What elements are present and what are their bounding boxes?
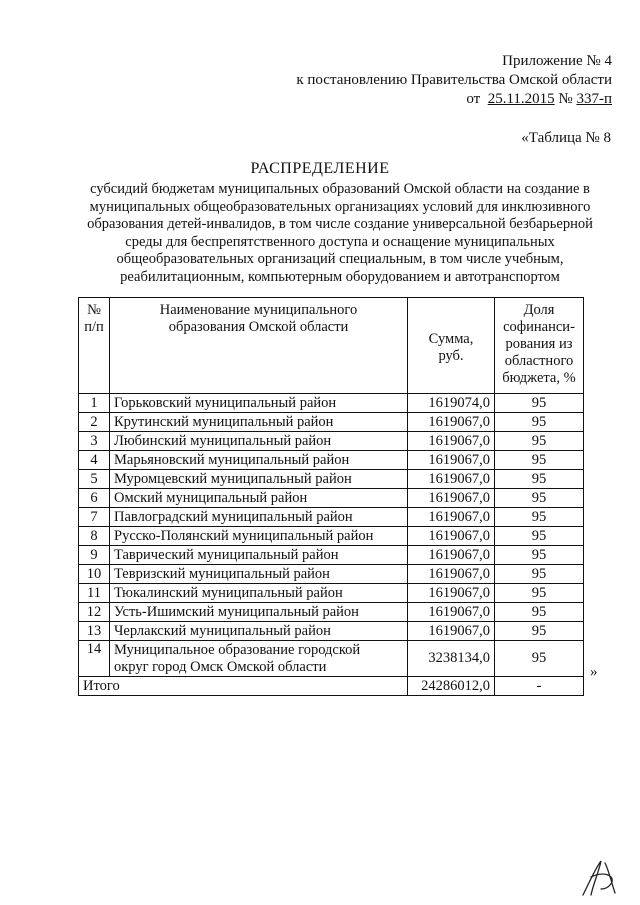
table-row bbox=[79, 413, 584, 432]
row-sum: 1619067,0 bbox=[408, 413, 495, 432]
row-number: 9 bbox=[79, 546, 110, 565]
row-sum: 1619067,0 bbox=[408, 622, 495, 641]
row-name: Тевризский муниципальный район bbox=[110, 565, 408, 584]
header-name: Наименование муниципального образования Омской области bbox=[110, 298, 408, 394]
header-share: Доля софинанси- рования из областного бюджета, % bbox=[495, 298, 584, 394]
row-name: Русско-Полянский муниципальный район bbox=[110, 527, 408, 546]
document-subtitle bbox=[70, 181, 610, 286]
row-number: 2 bbox=[79, 413, 110, 432]
total-share: - bbox=[495, 677, 584, 696]
row-share: 95 bbox=[495, 565, 584, 584]
row-sum: 1619067,0 bbox=[408, 451, 495, 470]
appendix-number: Приложение № 4 bbox=[502, 53, 612, 69]
table-row bbox=[79, 470, 584, 489]
row-sum: 3238134,0 bbox=[408, 641, 495, 677]
table-row bbox=[79, 565, 584, 584]
subtitle-line: реабилитационным, компьютерным оборудованием и автотранспортом bbox=[120, 268, 560, 285]
row-number: 14 bbox=[79, 641, 110, 677]
document-title: РАСПРЕДЕЛЕНИЕ bbox=[250, 160, 390, 177]
row-sum: 1619074,0 bbox=[408, 394, 495, 413]
row-number: 13 bbox=[79, 622, 110, 641]
table-header-row bbox=[79, 298, 584, 394]
subtitle-line: субсидий бюджетам муниципальных образований Омской области на создание в bbox=[90, 181, 590, 197]
table-row bbox=[79, 641, 584, 677]
row-sum: 1619067,0 bbox=[408, 603, 495, 622]
table-row bbox=[79, 508, 584, 527]
row-name: Любинский муниципальный район bbox=[110, 432, 408, 451]
row-share: 95 bbox=[495, 527, 584, 546]
row-name: Горьковский муниципальный район bbox=[110, 394, 408, 413]
header-sum: Сумма, руб. bbox=[408, 298, 495, 394]
table-reference: «Таблица № 8 bbox=[521, 130, 611, 146]
subtitle-line: общеобразовательных организаций специальным, в том числе учебным, bbox=[116, 251, 564, 267]
row-number: 10 bbox=[79, 565, 110, 584]
row-share: 95 bbox=[495, 470, 584, 489]
row-number: 8 bbox=[79, 527, 110, 546]
row-name: Марьяновский муниципальный район bbox=[110, 451, 408, 470]
subtitle-line: среды для беспрепятственного доступа и оснащение муниципальных bbox=[125, 233, 555, 250]
table-row bbox=[79, 527, 584, 546]
document-header bbox=[296, 52, 612, 109]
table-row bbox=[79, 584, 584, 603]
row-number: 4 bbox=[79, 451, 110, 470]
total-label: Итого bbox=[79, 677, 408, 696]
row-share: 95 bbox=[495, 451, 584, 470]
row-name: Муниципальное образование городской округ город Омск Омской области bbox=[110, 641, 408, 677]
closing-quote: » bbox=[590, 664, 598, 680]
subsidy-table bbox=[78, 297, 584, 696]
row-name: Павлоградский муниципальный район bbox=[110, 508, 408, 527]
row-share: 95 bbox=[495, 413, 584, 432]
row-name: Омский муниципальный район bbox=[110, 489, 408, 508]
subtitle-line: образования детей-инвалидов, в том числе создание универсальной безбарьерной bbox=[87, 216, 593, 232]
handwritten-signature bbox=[575, 855, 621, 904]
row-sum: 1619067,0 bbox=[408, 432, 495, 451]
row-share: 95 bbox=[495, 489, 584, 508]
table-row bbox=[79, 489, 584, 508]
row-name: Тюкалинский муниципальный район bbox=[110, 584, 408, 603]
row-number: 1 bbox=[79, 394, 110, 413]
total-row bbox=[79, 677, 584, 696]
number-prefix: № bbox=[558, 91, 573, 107]
row-sum: 1619067,0 bbox=[408, 546, 495, 565]
row-number: 7 bbox=[79, 508, 110, 527]
subtitle-line: муниципальных общеобразовательных организациях условий для инклюзивного bbox=[89, 198, 591, 215]
row-number: 6 bbox=[79, 489, 110, 508]
date-prefix: от bbox=[466, 91, 481, 107]
table-row bbox=[79, 451, 584, 470]
table-row bbox=[79, 622, 584, 641]
row-number: 3 bbox=[79, 432, 110, 451]
row-name: Черлакский муниципальный район bbox=[110, 622, 408, 641]
row-share: 95 bbox=[495, 584, 584, 603]
header-number: № п/п bbox=[79, 298, 110, 394]
row-sum: 1619067,0 bbox=[408, 508, 495, 527]
row-share: 95 bbox=[495, 641, 584, 677]
row-number: 12 bbox=[79, 603, 110, 622]
row-sum: 1619067,0 bbox=[408, 565, 495, 584]
row-share: 95 bbox=[495, 622, 584, 641]
row-number: 11 bbox=[79, 584, 110, 603]
row-name: Таврический муниципальный район bbox=[110, 546, 408, 565]
row-share: 95 bbox=[495, 394, 584, 413]
decree-date: 25.11.2015 bbox=[487, 91, 555, 107]
table-row bbox=[79, 603, 584, 622]
row-number: 5 bbox=[79, 470, 110, 489]
row-share: 95 bbox=[495, 432, 584, 451]
row-share: 95 bbox=[495, 603, 584, 622]
total-sum: 24286012,0 bbox=[408, 677, 495, 696]
decree-reference: к постановлению Правительства Омской области bbox=[296, 72, 612, 88]
decree-date-line bbox=[296, 90, 612, 109]
table-row bbox=[79, 394, 584, 413]
row-share: 95 bbox=[495, 508, 584, 527]
row-name: Крутинский муниципальный район bbox=[110, 413, 408, 432]
row-sum: 1619067,0 bbox=[408, 584, 495, 603]
row-sum: 1619067,0 bbox=[408, 489, 495, 508]
row-share: 95 bbox=[495, 546, 584, 565]
row-name: Муромцевский муниципальный район bbox=[110, 470, 408, 489]
table-row bbox=[79, 546, 584, 565]
decree-number: 337-п bbox=[576, 91, 612, 107]
row-sum: 1619067,0 bbox=[408, 527, 495, 546]
table-row bbox=[79, 432, 584, 451]
row-name: Усть-Ишимский муниципальный район bbox=[110, 603, 408, 622]
row-sum: 1619067,0 bbox=[408, 470, 495, 489]
